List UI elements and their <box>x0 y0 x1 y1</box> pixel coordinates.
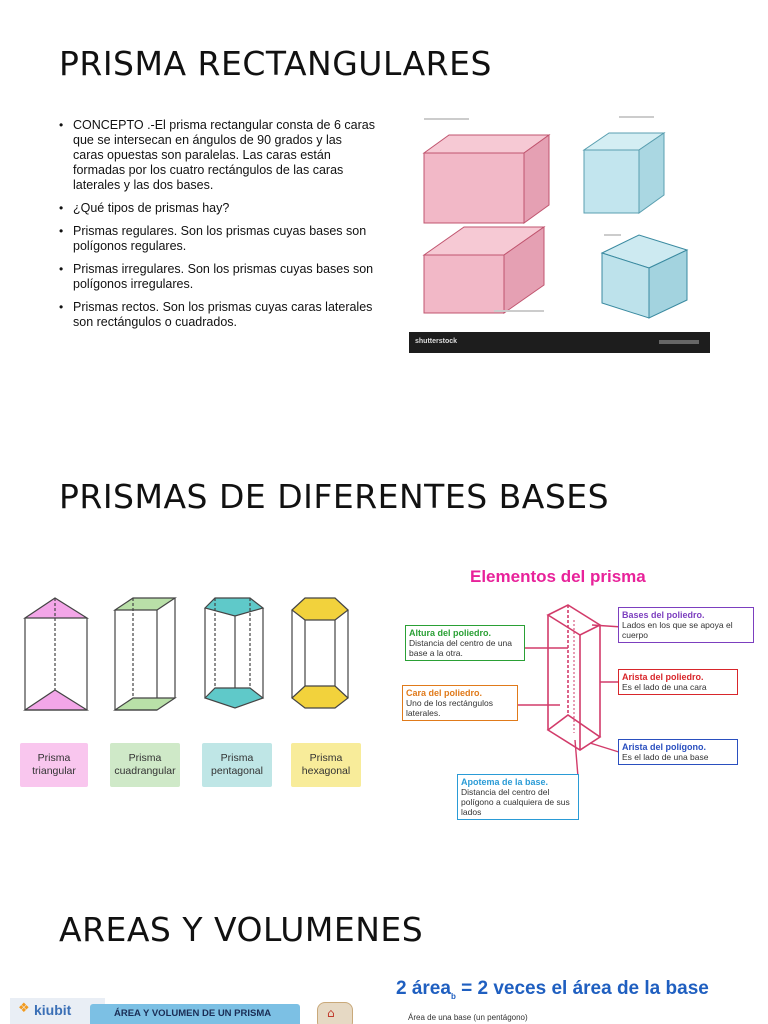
area-volume-video-banner <box>10 998 370 1024</box>
list-item: • Prismas irregulares. Son los prismas cuyas bases son polígonos irregulares. <box>59 262 375 292</box>
rectangular-prisms-image <box>409 105 710 353</box>
banner-title: ÁREA Y VOLUMEN DE UN PRISMA <box>114 1008 272 1019</box>
prism-label-hexagonal: Prisma hexagonal <box>291 743 361 787</box>
prism-label-pentagonal: Prisma pentagonal <box>202 743 272 787</box>
box-altura: Altura del poliedro. Distancia del centro de una base a la otra. <box>405 625 525 661</box>
box-cara: Cara del poliedro. Uno de los rectángulos laterales. <box>402 685 518 721</box>
box-arista-poliedro: Arista del poliedro. Es el lado de una cara <box>618 669 738 695</box>
section1-title: PRISMA RECTANGULARES <box>59 44 492 83</box>
diagram-title: Elementos del prisma <box>470 567 646 586</box>
home-icon: ⌂ <box>327 1006 335 1020</box>
list-item: • Prismas rectos. Son los prismas cuyas caras laterales son rectángulos o cuadrados. <box>59 300 375 330</box>
section3-title: AREAS Y VOLUMENES <box>59 910 424 949</box>
prisms-bases-illustration <box>15 590 370 720</box>
section2-title: PRISMAS DE DIFERENTES BASES <box>59 477 610 516</box>
prism-label-triangular: Prisma triangular <box>20 743 88 787</box>
box-apotema: Apotema de la base. Distancia del centro del polígono a cualquiera de sus lados <box>457 774 579 820</box>
area-formula: 2 área$_b$ = 2 veces el área de la base <box>396 978 709 1001</box>
prisms-illustration <box>409 105 710 353</box>
list-item: • Prismas regulares. Son los prismas cuyas bases son polígonos regulares. <box>59 224 375 254</box>
section1-bullet-list <box>59 118 375 338</box>
list-item: • CONCEPTO .-El prisma rectangular consta de 6 caras que se intersecan en ángulos de 90 grados y las caras opuestas son paralelas. Las caras están formadas por los cuatro rectángulos de las caras laterales y las dos bases. <box>59 118 375 193</box>
list-item: • ¿Qué tipos de prismas hay? <box>59 201 375 216</box>
elements-diagram <box>400 565 760 830</box>
kiubit-logo-text: kiubit <box>34 1002 72 1018</box>
kiubit-logo-icon: ❖ <box>18 1001 30 1016</box>
prism-label-quadrangular: Prisma cuadrangular <box>110 743 180 787</box>
area-caption: Área de una base (un pentágono) <box>408 1013 528 1022</box>
image-footer-text: shutterstock <box>415 338 458 345</box>
box-bases: Bases del poliedro. Lados en los que se apoya el cuerpo <box>618 607 754 643</box>
box-arista-poligono: Arista del polígono. Es el lado de una base <box>618 739 738 765</box>
